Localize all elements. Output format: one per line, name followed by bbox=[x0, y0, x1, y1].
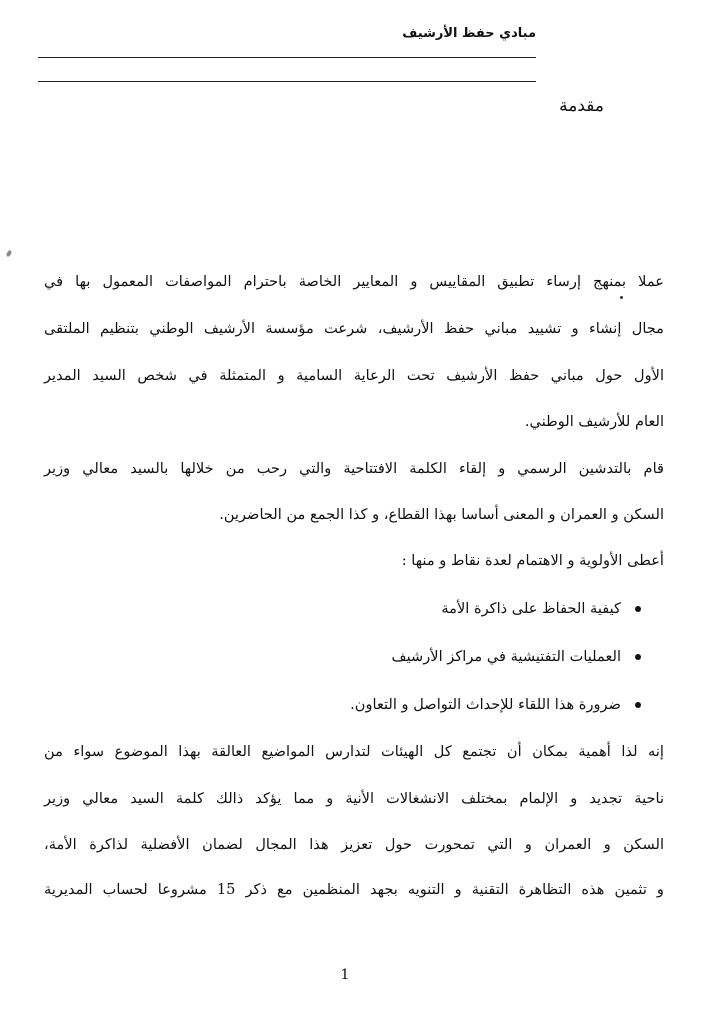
bullet-dot-icon bbox=[635, 654, 641, 660]
scan-speck bbox=[6, 249, 13, 257]
bullet-text-1: كيفية الحفاظ على ذاكرة الأمة bbox=[441, 600, 621, 617]
closing-line-4: و تثمين هذه التظاهرة التقنية و التنويه بجهد المنظمين مع ذكر 15 مشروعا لحساب المديرية bbox=[44, 881, 664, 898]
paragraph-2-line-2: السكن و العمران و المعنى أساسا بهذا القطاع، و كذا الجمع من الحاضرين. bbox=[219, 506, 664, 523]
paragraph-1-line-4: العام للأرشيف الوطني. bbox=[524, 413, 664, 430]
bullet-item-1 bbox=[441, 599, 641, 619]
scan-dot bbox=[620, 296, 623, 299]
running-header-title: مبادي حفظ الأرشيف bbox=[402, 26, 536, 41]
bullet-text-3: ضرورة هذا اللقاء للإحداث التواصل و التعاون. bbox=[350, 696, 621, 713]
bullet-text-2: العمليات التفتيشية في مراكز الأرشيف bbox=[391, 648, 621, 665]
paragraph-1-line-1: عملا بمنهج إرساء تطبيق المقاييس و المعايير الخاصة باحترام المواصفات المعمول بها في bbox=[44, 273, 664, 290]
header-rule-bottom bbox=[38, 81, 536, 82]
header-rule-top bbox=[38, 57, 536, 58]
bullet-item-2 bbox=[391, 647, 641, 667]
bullet-dot-icon bbox=[635, 702, 641, 708]
paragraph-2-line-1: قام بالتدشين الرسمي و إلقاء الكلمة الافتتاحية والتي رحب من خلالها بالسيد معالي وزير bbox=[44, 460, 664, 477]
closing-line-3: السكن و العمران و التي تمحورت حول تعزيز هذا المجال لضمان الأفضلية لذاكرة الأمة، bbox=[44, 836, 664, 853]
bullet-dot-icon bbox=[635, 606, 641, 612]
paragraph-1-line-2: مجال إنشاء و تشييد مباني حفظ الأرشيف، شرعت مؤسسة الأرشيف الوطني بتنظيم الملتقى bbox=[44, 320, 664, 337]
page-number: 1 bbox=[340, 967, 350, 983]
section-title: مقدمة bbox=[559, 96, 604, 116]
bullet-item-3 bbox=[350, 695, 641, 715]
paragraph-3-line-1: أعطى الأولوية و الاهتمام لعدة نقاط و منها : bbox=[401, 552, 664, 569]
paragraph-1-line-3: الأول حول مباني حفظ الأرشيف تحت الرعاية السامية و المتمثلة في شخص السيد المدير bbox=[44, 367, 664, 384]
closing-line-2: ناحية تجديد و الإلمام بمختلف الانشغالات الأنية و مما يؤكد ذالك كلمة السيد معالي وزير bbox=[44, 790, 664, 807]
closing-line-1: إنه لذا أهمية بمكان أن تجتمع كل الهيئات لتدارس المواضيع العالقة بهذا الموضوع سواء من bbox=[44, 743, 664, 760]
